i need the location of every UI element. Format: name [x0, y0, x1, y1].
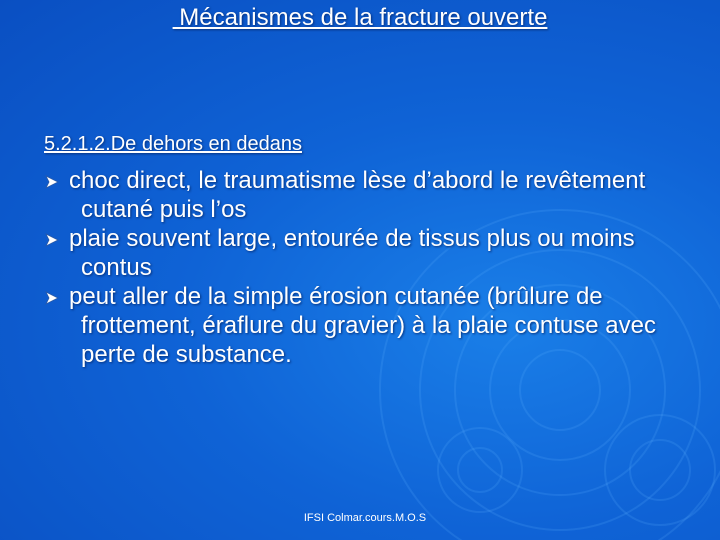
bullet-text: plaie souvent large, entourée de tissus plus ou moins contus [69, 225, 635, 281]
slide-subtitle: 5.2.1.2.De dehors en dedans [44, 133, 302, 155]
bullet-item [44, 282, 704, 369]
arrow-bullet-icon [44, 174, 60, 190]
slide-title: Mécanismes de la fracture ouverte [172, 4, 548, 31]
bullet-text: choc direct, le traumatisme lèse d’abord le revêtement cutané puis l’os [69, 167, 646, 223]
bullet-item [44, 166, 704, 224]
arrow-bullet-icon [44, 290, 60, 306]
bullet-text: peut aller de la simple érosion cutanée (brûlure de frottement, éraflure du gravier) à la plaie contuse avec perte de substance. [69, 283, 656, 368]
bullet-item [44, 224, 704, 282]
arrow-bullet-icon [44, 232, 60, 248]
slide-footer: IFSI Colmar.cours.M.O.S [303, 512, 427, 524]
bullet-list [44, 166, 704, 369]
